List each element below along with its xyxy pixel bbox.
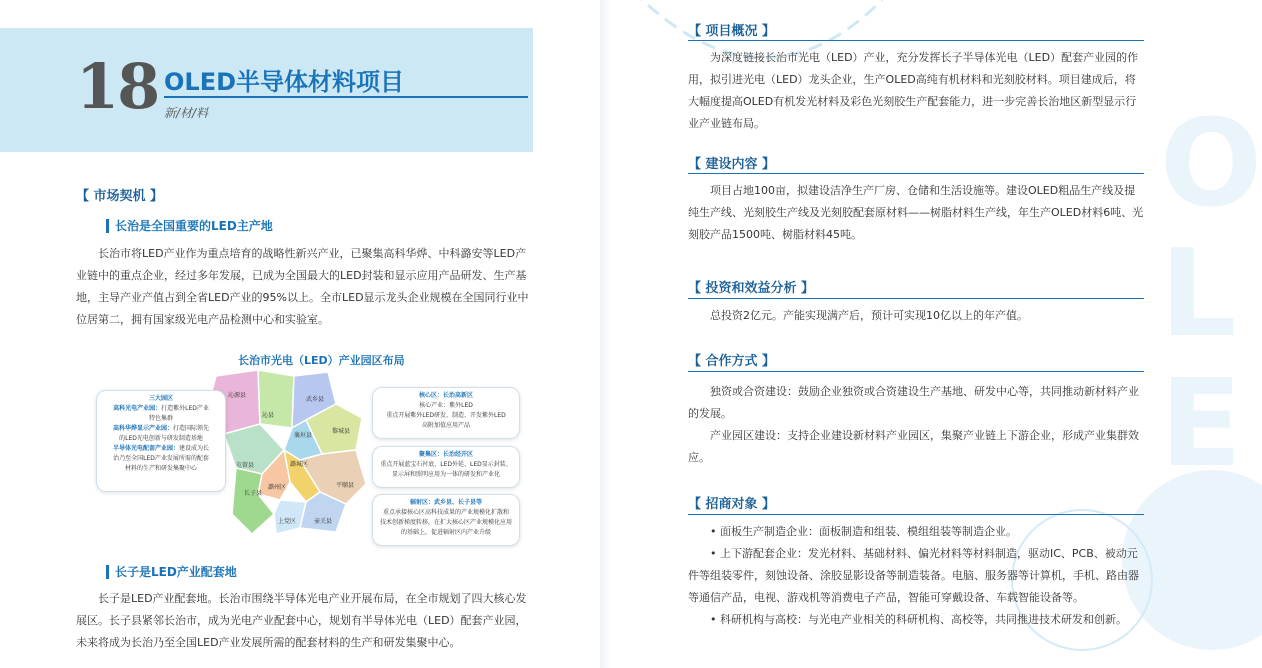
map-box-parks [96, 390, 226, 492]
left-page [0, 0, 600, 668]
county-label: 潞城区 [290, 461, 309, 468]
map-box-gather [372, 446, 520, 488]
target-item: • 科研机构与高校：与光电产业相关的科研机构、高校等，共同推进技术研发和创新。 [710, 613, 1127, 626]
cooperation-paragraph-1: 独资或合资建设：鼓励企业独资或合资建设生产基地、研发中心等，共同推动新材料产业的发展。 [688, 385, 1139, 420]
construction-paragraph: 项目占地100亩，拟建设洁净生产厂房、仓储和生活设施等。建设OLED粗品生产线及提纯生产线、光刻胶生产线及光刻胶配套原材料——树脂材料生产线，年生产OLED材料6吨、光刻胶产品1500吨、树脂材料45吨。 [688, 184, 1144, 241]
section-rule [688, 514, 1144, 515]
box-line: 的基础上，促进辐射区内产业升级 [400, 529, 491, 536]
box-heading: 聚集区：长治经开区 [418, 451, 473, 458]
section-cooperation: 【 合作方式 】 [688, 354, 776, 369]
section-overview: 【 项目概况 】 [688, 24, 776, 39]
county-label: 潞州区 [268, 484, 287, 491]
investment-paragraph: 总投资2亿元。产能实现满产后，预计可实现10亿以上的年产值。 [710, 309, 1028, 322]
box-line: 高附加值应用产品 [421, 422, 470, 429]
overview-paragraph: 为深度链接长治市光电（LED）产业，充分发挥长子半导体光电（LED）配套产业园的作用，拟引进光电（LED）龙头企业，生产OLED高纯有机材料和光刻胶材料。项目建成后，将大幅度提高OLED有机发光材料及彩色光刻胶生产配套能力，进一步完善长治地区新型显示行业产业链布局。 [688, 51, 1139, 130]
county-label: 平顺县 [336, 482, 355, 489]
county-label: 上党区 [278, 518, 297, 525]
box-line: 技术创新梯度转移，在扩大核心区产业规模化应用 [379, 519, 512, 526]
section-rule [688, 173, 1144, 174]
zhangzi-paragraph: 长子是LED产业配套地。长治市围绕半导体光电产业开展布局，在全市规划了四大核心发展区。长子县紧邻长治市，成为光电产业配套中心，规划有半导体光电（LED）配套产业园，未来将成为长治乃至全国LED产业发展所需的配套材料的生产和研发集聚中心。 [76, 592, 527, 649]
section-market: 【 市场契机 】 [76, 189, 164, 204]
project-title: OLED半导体材料项目 [164, 68, 405, 96]
box-line: 核心产业：紫外LED [419, 402, 473, 409]
section-construction: 【 建设内容 】 [688, 157, 776, 172]
county-label: 黎城县 [332, 428, 351, 435]
section-rule [688, 40, 1144, 41]
map-title: 长治市光电（LED）产业园区布局 [238, 354, 405, 367]
box-heading: 核心区：长治高新区 [418, 392, 473, 399]
right-page [612, 0, 1262, 668]
box-line: 高科光电产业园：打造紫外LED产业 [113, 405, 209, 412]
county-label: 襄垣县 [294, 432, 313, 439]
box-line: 半导体光电配套产业园：建设成为长 [112, 445, 210, 452]
county-label: 武乡县 [306, 396, 325, 403]
market-paragraph: 长治市将LED产业作为重点培育的战略性新兴产业，已聚集高科华烨、中科潞安等LED产业链中的重点企业，经过多年发展，已成为全国最大的LED封装和显示应用产品研发、生产基地，主导产业产值占到全省LED产业的95%以上。全市LED显示龙头企业规模在全国同行业中位居第二，拥有国家级光电产品检测中心和实验室。 [76, 247, 529, 326]
target-item: • 上下游配套企业：发光材料、基础材料、偏光材料等材料制造，驱动IC、PCB、被动元件等组装零件，刻蚀设备、涂胶显影设备等制造装备。电脑、服务器等计算机，手机、路由器等通信产品，电视、游戏机等消费电子产品，智能可穿戴设备、车载智能设备等。 [688, 547, 1139, 604]
target-item: • 面板生产制造企业：面板制造和组装、模组组装等制造企业。 [710, 525, 1017, 538]
page-fold [600, 0, 612, 668]
project-number: 18 [76, 50, 159, 123]
box-heading: 辐射区：武乡县、长子县等 [409, 499, 482, 506]
box-line: 治乃至全国LED产业发展所需的配套 [113, 455, 209, 462]
county-label: 长子县 [244, 490, 263, 497]
county-label: 沁源县 [228, 392, 247, 399]
county-label: 壶关县 [314, 518, 333, 525]
map-box-core [372, 387, 520, 439]
decorative-letters: OLED [1160, 95, 1262, 624]
box-line: 重点开展蓝宝石衬底、LED外延、LED显示封装、 [380, 461, 512, 468]
map-box-radiate [372, 494, 520, 546]
box-line: 重点承接核心区高科技成果的产业规模化扩散和 [382, 509, 509, 516]
section-rule [688, 371, 1144, 372]
county-label: 沁县 [262, 412, 275, 419]
subheading-zhangzi: 长子是LED产业配套地 [106, 565, 237, 579]
box-line: 重点开展紫外LED研发、制造、开发紫外LED [386, 412, 506, 419]
project-subtitle: 新/材/料 [164, 106, 209, 120]
section-rule [688, 298, 1144, 299]
section-targets: 【 招商对象 】 [688, 497, 776, 512]
box-line: 显示屏和照明应用为一体的研发和产业化 [391, 471, 500, 478]
box-heading: 三大园区 [148, 395, 173, 402]
title-rule [164, 96, 528, 98]
box-line: 的LED光电创新与研发制造基地 [119, 435, 203, 442]
county-label: 屯留县 [236, 462, 255, 469]
box-line: 高科华烨显示产业园：打造国际领先 [112, 425, 210, 432]
cooperation-paragraph-2: 产业园区建设：支持企业建设新材料产业园区，集聚产业链上下游企业，形成产业集群效应。 [688, 429, 1139, 464]
section-investment: 【 投资和效益分析 】 [688, 281, 815, 296]
box-line: 特色集群 [148, 415, 173, 422]
box-line: 材料的生产和研发集聚中心 [124, 465, 197, 472]
subheading-led-base: 长治是全国重要的LED主产地 [106, 219, 273, 233]
